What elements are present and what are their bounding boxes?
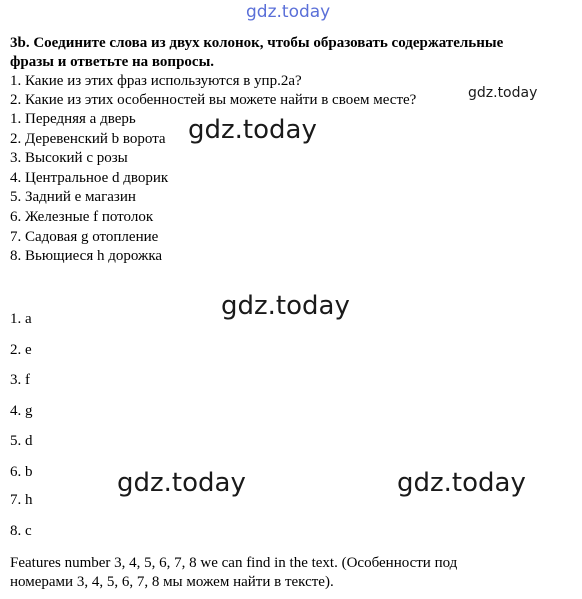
answer-item: 1. a — [10, 311, 32, 327]
answer-item: 3. f — [10, 372, 30, 388]
features-note: Features number 3, 4, 5, 6, 7, 8 we can find in the text. (Особенности под — [10, 555, 458, 571]
features-note-continued: номерами 3, 4, 5, 6, 7, 8 мы можем найти в тексте). — [10, 574, 334, 590]
answer-item: 5. d — [10, 433, 33, 449]
pair-item: 3. Высокий c розы — [10, 150, 128, 166]
answer-item: 2. e — [10, 342, 32, 358]
pair-item: 5. Задний e магазин — [10, 189, 136, 205]
pair-item: 1. Передняя a дверь — [10, 111, 136, 127]
watermark: gdz.today — [117, 468, 246, 498]
watermark: gdz.today — [468, 85, 538, 101]
answer-item: 8. c — [10, 523, 32, 539]
answer-item: 4. g — [10, 403, 33, 419]
pair-item: 2. Деревенский b ворота — [10, 131, 166, 147]
pair-item: 7. Садовая g отопление — [10, 229, 159, 245]
watermark: gdz.today — [397, 468, 526, 498]
answer-item: 6. b — [10, 464, 33, 480]
task-title: 3b. Соедините слова из двух колонок, чтобы образовать содержательные — [10, 35, 504, 51]
pair-item: 4. Центральное d дворик — [10, 170, 169, 186]
pair-item: 6. Железные f потолок — [10, 209, 154, 225]
watermark: gdz.today — [221, 291, 350, 321]
answer-item: 7. h — [10, 492, 33, 508]
question-1: 1. Какие из этих фраз используются в упр.2а? — [10, 73, 302, 89]
question-2: 2. Какие из этих особенностей вы можете найти в своем месте? — [10, 92, 417, 108]
task-title-continued: фразы и ответьте на вопросы. — [10, 54, 215, 70]
watermark-top: gdz.today — [246, 2, 331, 22]
watermark: gdz.today — [188, 115, 317, 145]
pair-item: 8. Вьющиеся h дорожка — [10, 248, 163, 264]
